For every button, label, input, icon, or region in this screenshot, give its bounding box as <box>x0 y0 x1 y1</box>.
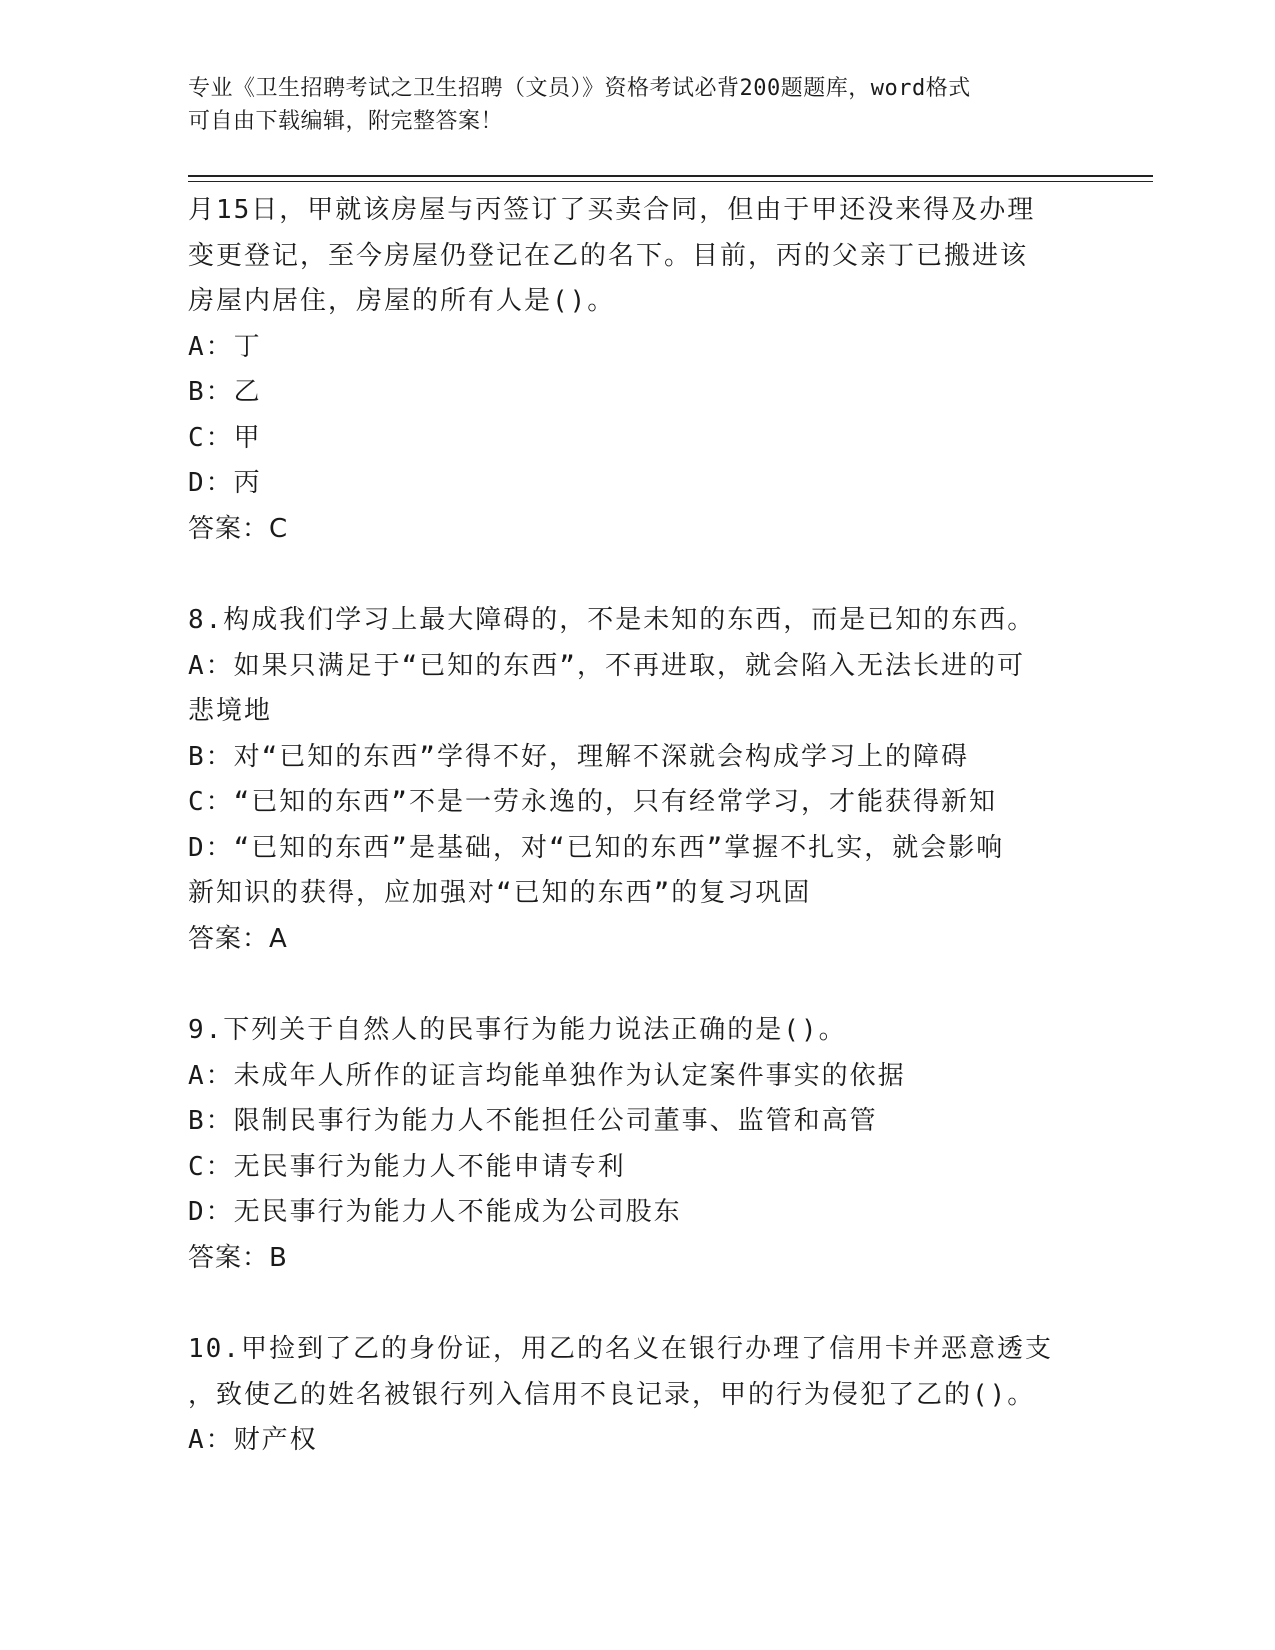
spacer <box>188 962 1088 1008</box>
header-rule-thick <box>188 175 1153 177</box>
option-a: A：丁 <box>188 331 262 362</box>
question-9 <box>188 1008 1088 1281</box>
option-d: D：无民事行为能力人不能成为公司股东 <box>188 1197 682 1227</box>
question-stem-line: 房屋内居住，房屋的所有人是()。 <box>188 286 616 316</box>
question-stem-line: 10.甲捡到了乙的身份证，用乙的名义在银行办理了信用卡并恶意透支 <box>188 1334 1053 1364</box>
option-c: C：甲 <box>188 422 262 453</box>
option-c: C：无民事行为能力人不能申请专利 <box>188 1151 626 1182</box>
option-c: C：“已知的东西”不是一劳永逸的，只有经常学习，才能获得新知 <box>188 787 997 817</box>
option-d: D：“已知的东西”是基础，对“已知的东西”掌握不扎实，就会影响 <box>188 832 1005 863</box>
option-b: B：对“已知的东西”学得不好，理解不深就会构成学习上的障碍 <box>188 741 969 772</box>
option-b: B：乙 <box>188 377 262 407</box>
question-stem-line: 月15日，甲就该房屋与丙签订了买卖合同，但由于甲还没来得及办理 <box>188 195 1036 225</box>
question-stem-line: ，致使乙的姓名被银行列入信用不良记录，甲的行为侵犯了乙的()。 <box>188 1379 1036 1410</box>
question-stem-line: 变更登记，至今房屋仍登记在乙的名下。目前，丙的父亲丁已搬进该 <box>188 240 1029 271</box>
question-stem-line: 8.构成我们学习上最大障碍的，不是未知的东西，而是已知的东西。 <box>188 605 1036 635</box>
document-header <box>188 72 1088 138</box>
question-8 <box>188 598 1088 962</box>
spacer <box>188 552 1088 598</box>
header-line-1: 专业《卫生招聘考试之卫生招聘（文员）》资格考试必背200题题库，word格式 <box>188 76 971 101</box>
header-line-2: 可自由下载编辑，附完整答案！ <box>188 109 504 134</box>
option-a-continued: 悲境地 <box>188 696 273 726</box>
answer-line: 答案：C <box>188 513 289 544</box>
option-a: A：如果只满足于“已知的东西”，不再进取，就会陷入无法长进的可 <box>188 650 1025 681</box>
question-7 <box>188 188 1088 552</box>
option-d-continued: 新知识的获得，应加强对“已知的东西”的复习巩固 <box>188 878 812 908</box>
header-rule-thin <box>188 181 1153 182</box>
answer-line: 答案：A <box>188 923 288 954</box>
option-d: D：丙 <box>188 468 262 498</box>
question-10 <box>188 1327 1088 1464</box>
option-b: B：限制民事行为能力人不能担任公司董事、监管和高管 <box>188 1106 878 1136</box>
document-body <box>188 188 1088 1464</box>
option-a: A：未成年人所作的证言均能单独作为认定案件事实的依据 <box>188 1060 906 1091</box>
spacer <box>188 1281 1088 1327</box>
option-a: A：财产权 <box>188 1425 318 1455</box>
question-stem-line: 9.下列关于自然人的民事行为能力说法正确的是()。 <box>188 1015 847 1045</box>
answer-line: 答案：B <box>188 1242 288 1273</box>
